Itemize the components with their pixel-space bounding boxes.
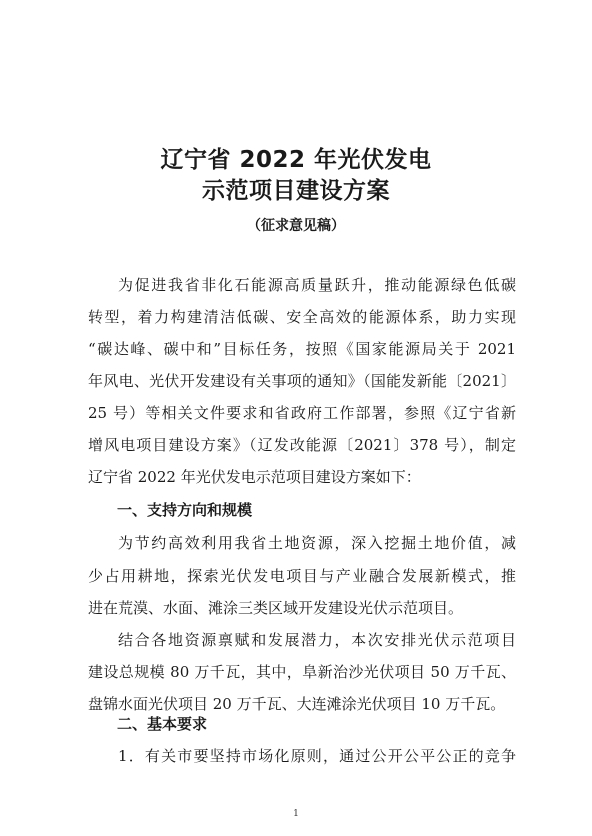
intro-line: 年风电、光伏开发建设有关事项的通知》（国能发新能〔2021〕 <box>88 372 516 390</box>
section1-para2-line: 建设总规模 80 万千瓦，其中，阜新治沙光伏项目 50 万千瓦、 <box>88 663 516 681</box>
document-title-line-2: 示范项目建设方案 <box>202 178 390 204</box>
section1-para2-line: 结合各地资源禀赋和发展潜力，本次安排光伏示范项目 <box>118 631 516 649</box>
section1-para1-line: 少占用耕地，探索光伏发电项目与产业融合发展新模式，推 <box>88 567 516 585</box>
section2-item-1-line: 1．有关市要坚持市场化原则，通过公开公平公正的竞争 <box>118 747 516 765</box>
section1-para2-line: 盘锦水面光伏项目 20 万千瓦、大连滩涂光伏项目 10 万千瓦。 <box>88 695 506 713</box>
section1-para1-line: 为节约高效利用我省土地资源，深入挖掘土地价值，减 <box>118 534 516 552</box>
intro-line: 辽宁省 2022 年光伏发电示范项目建设方案如下： <box>88 468 421 486</box>
section-heading-1: 一、支持方向和规模 <box>117 501 253 519</box>
intro-line: “碳达峰、碳中和”目标任务，按照《国家能源局关于 2021 <box>88 340 516 358</box>
document-title-line-1: 辽宁省 2022 年光伏发电 <box>160 147 432 173</box>
section-heading-2: 二、基本要求 <box>117 715 208 733</box>
intro-line: 增风电项目建设方案》（辽发改能源〔2021〕378 号），制定 <box>88 436 516 454</box>
intro-line: 为促进我省非化石能源高质量跃升，推动能源绿色低碳 <box>118 276 516 294</box>
intro-line: 25 号）等相关文件要求和省政府工作部署，参照《辽宁省新 <box>88 404 516 422</box>
intro-line: 转型，着力构建清洁低碳、安全高效的能源体系，助力实现 <box>88 308 516 326</box>
document-subtitle: （征求意见稿） <box>247 218 345 234</box>
page-number: 1 <box>293 809 299 819</box>
section1-para1-line: 进在荒漠、水面、滩涂三类区域开发建设光伏示范项目。 <box>88 599 464 617</box>
